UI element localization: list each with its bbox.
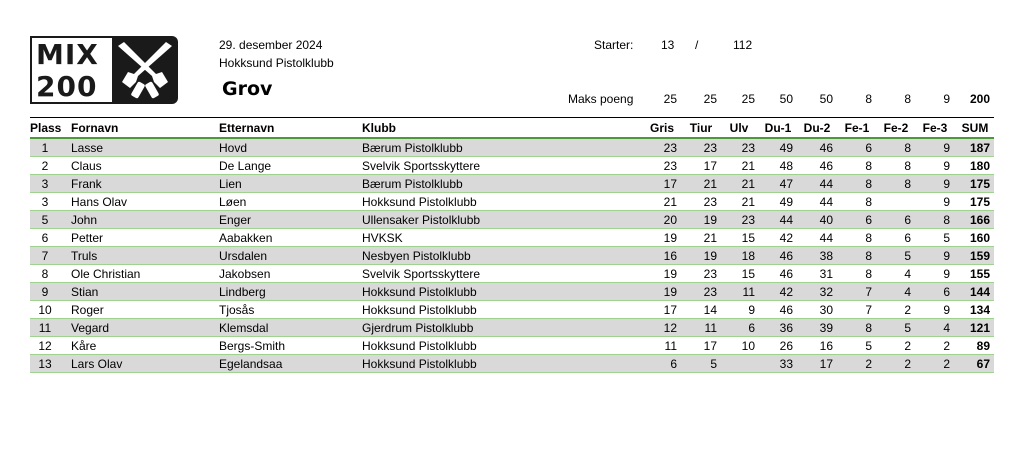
max-ulv: 25	[741, 92, 755, 106]
table-row	[30, 193, 994, 211]
col-du1: Du-1	[764, 121, 792, 135]
cell-gris: 12	[663, 321, 677, 335]
cell-klubb: Bærum Pistolklubb	[362, 177, 463, 191]
cell-fornavn: Kåre	[71, 339, 97, 353]
cell-klubb: Svelvik Sportsskyttere	[362, 159, 481, 173]
cell-fornavn: Ole Christian	[71, 267, 141, 281]
cell-gris: 21	[663, 195, 677, 209]
cell-etternavn: Tjosås	[219, 303, 255, 317]
cell-klubb: Nesbyen Pistolklubb	[362, 249, 471, 263]
crossed-pistols-icon	[112, 36, 178, 104]
cell-fe3: 4	[943, 321, 950, 335]
table-row	[30, 283, 994, 301]
cell-fe1: 8	[865, 231, 872, 245]
cell-sum: 159	[969, 249, 990, 263]
cell-fe3: 6	[943, 285, 950, 299]
cell-fe2: 8	[904, 159, 911, 173]
cell-etternavn: Enger	[219, 213, 252, 227]
table-body	[30, 139, 994, 373]
cell-etternavn: Jakobsen	[219, 267, 271, 281]
max-fe3: 9	[943, 92, 950, 106]
table-row	[30, 211, 994, 229]
table-row	[30, 355, 994, 373]
cell-klubb: Hokksund Pistolklubb	[362, 195, 477, 209]
col-sum: SUM	[961, 121, 989, 135]
cell-klubb: HVKSK	[362, 231, 403, 245]
cell-fornavn: Petter	[71, 231, 104, 245]
cell-ulv: 21	[741, 195, 755, 209]
logo-line-1: MIX	[36, 38, 99, 71]
cell-tiur: 19	[703, 213, 717, 227]
cell-du1: 46	[779, 267, 793, 281]
cell-plass: 10	[38, 303, 52, 317]
cell-tiur: 21	[703, 231, 717, 245]
cell-klubb: Ullensaker Pistolklubb	[362, 213, 481, 227]
cell-ulv: 21	[741, 177, 755, 191]
cell-plass: 11	[38, 321, 52, 335]
cell-fornavn: Vegard	[71, 321, 110, 335]
max-tiur: 25	[703, 92, 717, 106]
col-etternavn: Etternavn	[219, 121, 275, 135]
starter-separator: /	[695, 38, 699, 52]
starter-total: 112	[733, 38, 753, 52]
cell-du2: 16	[819, 339, 833, 353]
cell-gris: 23	[663, 141, 677, 155]
cell-fe1: 8	[865, 321, 872, 335]
cell-du1: 36	[779, 321, 793, 335]
col-fe2: Fe-2	[883, 121, 909, 135]
max-sum: 200	[969, 92, 990, 106]
cell-sum: 89	[976, 339, 990, 353]
cell-ulv: 15	[741, 231, 755, 245]
cell-fe2: 5	[904, 321, 911, 335]
cell-sum: 160	[969, 231, 990, 245]
cell-du2: 31	[819, 267, 833, 281]
cell-sum: 144	[969, 285, 990, 299]
cell-etternavn: Løen	[219, 195, 247, 209]
cell-sum: 155	[969, 267, 990, 281]
cell-klubb: Gjerdrum Pistolklubb	[362, 321, 474, 335]
table-row	[30, 247, 994, 265]
col-plass: Plass	[30, 121, 62, 135]
cell-fe3: 9	[943, 141, 950, 155]
cell-etternavn: Ursdalen	[219, 249, 268, 263]
cell-plass: 3	[41, 195, 49, 209]
cell-du2: 30	[819, 303, 833, 317]
cell-fe3: 8	[943, 213, 950, 227]
cell-du2: 46	[819, 159, 833, 173]
cell-fornavn: Lars Olav	[71, 357, 123, 371]
cell-plass: 13	[38, 357, 52, 371]
cell-ulv: 10	[741, 339, 755, 353]
cell-plass: 1	[41, 141, 49, 155]
cell-sum: 166	[969, 213, 990, 227]
cell-fe1: 2	[865, 357, 872, 371]
cell-fe2: 4	[904, 285, 911, 299]
cell-fornavn: Frank	[71, 177, 102, 191]
cell-fe2: 2	[904, 303, 911, 317]
mix200-logo	[30, 36, 178, 104]
cell-fornavn: Stian	[71, 285, 99, 299]
cell-fe2: 4	[904, 267, 911, 281]
cell-fe3: 9	[943, 159, 950, 173]
table-row	[30, 265, 994, 283]
cell-sum: 175	[969, 177, 990, 191]
cell-sum: 187	[969, 141, 990, 155]
table-row	[30, 319, 994, 337]
cell-fe1: 6	[865, 213, 872, 227]
cell-klubb: Hokksund Pistolklubb	[362, 303, 477, 317]
cell-gris: 20	[663, 213, 677, 227]
cell-fe2: 8	[904, 141, 911, 155]
cell-tiur: 11	[704, 321, 717, 335]
starter-count: 13	[661, 38, 675, 52]
cell-fe2: 6	[904, 213, 911, 227]
cell-gris: 17	[663, 177, 677, 191]
cell-fe1: 6	[865, 141, 872, 155]
cell-klubb: Svelvik Sportsskyttere	[362, 267, 481, 281]
cell-etternavn: Klemsdal	[219, 321, 269, 335]
cell-sum: 67	[976, 357, 990, 371]
cell-sum: 121	[969, 321, 990, 335]
cell-tiur: 5	[710, 357, 717, 371]
col-fornavn: Fornavn	[71, 121, 119, 135]
cell-gris: 19	[663, 267, 677, 281]
cell-gris: 23	[663, 159, 677, 173]
cell-du1: 44	[779, 213, 793, 227]
cell-gris: 19	[663, 231, 677, 245]
cell-plass: 12	[38, 339, 52, 353]
max-fe2: 8	[904, 92, 911, 106]
cell-etternavn: Bergs-Smith	[219, 339, 286, 353]
cell-fe1: 7	[865, 303, 872, 317]
cell-sum: 134	[969, 303, 990, 317]
cell-fe3: 5	[943, 231, 950, 245]
cell-fe1: 7	[865, 285, 872, 299]
cell-du2: 40	[819, 213, 833, 227]
cell-fe2: 8	[904, 177, 911, 191]
cell-du2: 44	[819, 231, 833, 245]
cell-fornavn: Hans Olav	[71, 195, 128, 209]
starter-label: Starter:	[594, 38, 634, 52]
cell-fe3: 9	[943, 177, 950, 191]
cell-fornavn: Truls	[71, 249, 98, 263]
logo-text-box	[30, 36, 114, 104]
cell-ulv: 9	[748, 303, 755, 317]
host-club: Hokksund Pistolklubb	[219, 56, 334, 70]
cell-ulv: 18	[741, 249, 755, 263]
cell-plass: 9	[41, 285, 49, 299]
cell-tiur: 23	[703, 285, 717, 299]
cell-du2: 46	[819, 141, 833, 155]
results-table	[30, 117, 994, 373]
col-fe1: Fe-1	[844, 121, 870, 135]
cell-klubb: Hokksund Pistolklubb	[362, 339, 477, 353]
table-row	[30, 157, 994, 175]
cell-fe1: 8	[865, 267, 872, 281]
cell-plass: 5	[41, 213, 49, 227]
cell-du1: 26	[779, 339, 793, 353]
cell-plass: 8	[41, 267, 49, 281]
max-du2: 50	[819, 92, 833, 106]
cell-klubb: Bærum Pistolklubb	[362, 141, 463, 155]
cell-gris: 19	[663, 285, 677, 299]
cell-du1: 46	[779, 249, 793, 263]
col-du2: Du-2	[803, 121, 831, 135]
cell-fe3: 2	[943, 357, 950, 371]
table-row	[30, 139, 994, 157]
cell-plass: 3	[41, 177, 49, 191]
cell-klubb: Hokksund Pistolklubb	[362, 357, 477, 371]
cell-du1: 46	[779, 303, 793, 317]
cell-fornavn: Lasse	[71, 141, 104, 155]
cell-fornavn: Claus	[71, 159, 102, 173]
cell-plass: 7	[41, 249, 49, 263]
max-du1: 50	[779, 92, 793, 106]
cell-sum: 180	[969, 159, 990, 173]
max-points-label: Maks poeng	[568, 92, 634, 106]
cell-etternavn: Aabakken	[219, 231, 273, 245]
cell-gris: 16	[663, 249, 677, 263]
logo-line-2: 200	[36, 70, 98, 103]
cell-plass: 2	[41, 159, 49, 173]
cell-du1: 47	[779, 177, 793, 191]
col-ulv: Ulv	[729, 121, 749, 135]
cell-fe3: 9	[943, 303, 950, 317]
cell-fe2: 2	[904, 357, 911, 371]
cell-fe3: 9	[943, 249, 950, 263]
cell-ulv: 23	[741, 141, 755, 155]
table-row	[30, 229, 994, 247]
cell-tiur: 23	[703, 141, 717, 155]
col-gris: Gris	[649, 121, 674, 135]
cell-ulv: 23	[741, 213, 755, 227]
cell-du1: 33	[779, 357, 793, 371]
cell-sum: 175	[969, 195, 990, 209]
cell-etternavn: Lien	[219, 177, 242, 191]
cell-du1: 49	[779, 141, 793, 155]
cell-tiur: 21	[703, 177, 717, 191]
cell-fornavn: John	[71, 213, 98, 227]
col-fe3: Fe-3	[922, 121, 948, 135]
cell-du1: 42	[779, 285, 793, 299]
cell-du2: 44	[819, 195, 833, 209]
cell-gris: 11	[664, 339, 677, 353]
cell-gris: 17	[663, 303, 677, 317]
cell-du1: 48	[779, 159, 793, 173]
cell-fe2: 5	[904, 249, 911, 263]
cell-tiur: 23	[703, 267, 717, 281]
cell-tiur: 19	[703, 249, 717, 263]
cell-fe3: 9	[943, 267, 950, 281]
cell-fe3: 2	[943, 339, 950, 353]
cell-fe3: 9	[943, 195, 950, 209]
cell-tiur: 17	[703, 159, 717, 173]
cell-fe1: 8	[865, 195, 872, 209]
cell-etternavn: Egelandsaa	[219, 357, 283, 371]
cell-tiur: 14	[703, 303, 717, 317]
max-fe1: 8	[865, 92, 872, 106]
col-tiur: Tiur	[689, 121, 713, 135]
table-row	[30, 301, 994, 319]
cell-du2: 32	[819, 285, 833, 299]
cell-du1: 42	[779, 231, 793, 245]
col-klubb: Klubb	[362, 121, 396, 135]
cell-ulv: 6	[748, 321, 755, 335]
cell-etternavn: De Lange	[219, 159, 272, 173]
cell-klubb: Hokksund Pistolklubb	[362, 285, 477, 299]
cell-fe1: 8	[865, 159, 872, 173]
cell-fe1: 8	[865, 249, 872, 263]
cell-fe2: 6	[904, 231, 911, 245]
table-header	[30, 117, 994, 139]
cell-etternavn: Lindberg	[219, 285, 266, 299]
cell-du2: 44	[819, 177, 833, 191]
cell-gris: 6	[670, 357, 677, 371]
event-date: 29. desember 2024	[219, 38, 323, 52]
cell-ulv: 11	[742, 285, 755, 299]
cell-tiur: 17	[703, 339, 717, 353]
cell-du2: 38	[819, 249, 833, 263]
max-gris: 25	[663, 92, 677, 106]
cell-tiur: 23	[703, 195, 717, 209]
cell-ulv: 15	[741, 267, 755, 281]
cell-du2: 17	[819, 357, 833, 371]
cell-du2: 39	[819, 321, 833, 335]
cell-du1: 49	[779, 195, 793, 209]
cell-plass: 6	[41, 231, 49, 245]
cell-fornavn: Roger	[71, 303, 104, 317]
cell-fe1: 5	[865, 339, 872, 353]
table-row	[30, 175, 994, 193]
cell-ulv: 21	[741, 159, 755, 173]
cell-fe1: 8	[865, 177, 872, 191]
cell-etternavn: Hovd	[219, 141, 248, 155]
cell-fe2: 2	[904, 339, 911, 353]
table-row	[30, 337, 994, 355]
class-title: Grov	[222, 78, 273, 100]
